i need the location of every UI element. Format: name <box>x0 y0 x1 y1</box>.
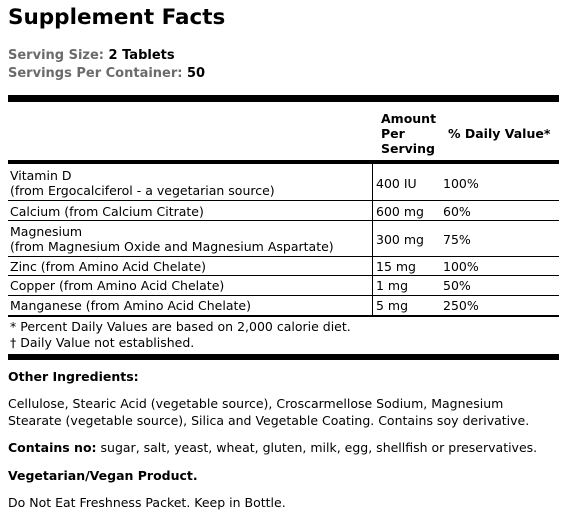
amount-header-line2: Per <box>381 126 405 141</box>
row-divider <box>8 256 559 257</box>
servings-label: Servings Per Container: <box>8 66 183 81</box>
servings-per-container <box>8 65 205 82</box>
nutrient-amount: 5 mg <box>376 298 409 313</box>
amount-header <box>381 111 436 156</box>
nutrient-dv: 50% <box>443 278 471 293</box>
serving-size <box>8 47 175 64</box>
nutrient-amount: 400 IU <box>376 176 417 191</box>
nutrient-name: Magnesium <box>10 224 83 239</box>
contains-no-text: sugar, salt, yeast, wheat, gluten, milk, egg, shellfish or preservatives. <box>96 440 538 455</box>
row-divider <box>8 295 559 296</box>
row-divider <box>8 200 559 201</box>
top-thick-rule <box>8 95 559 102</box>
nutrient-dv: 100% <box>443 259 479 274</box>
contains-no <box>8 439 560 456</box>
column-divider <box>372 164 373 316</box>
nutrient-name: Vitamin D <box>10 168 72 183</box>
nutrient-dv: 100% <box>443 176 479 191</box>
footnote-rule <box>8 315 559 317</box>
nutrient-amount: 15 mg <box>376 259 416 274</box>
nutrient-name: Zinc (from Amino Acid Chelate) <box>10 259 207 274</box>
footnote-percent: * Percent Daily Values are based on 2,000 calorie diet. <box>10 319 351 334</box>
nutrient-name: Copper (from Amino Acid Chelate) <box>10 278 225 293</box>
contains-no-label: Contains no: <box>8 440 97 455</box>
other-ingredients-line2: Stearate (vegetable source), Silica and Vegetable Coating. Contains soy derivative. <box>8 413 530 428</box>
serving-size-label: Serving Size: <box>8 48 105 63</box>
nutrient-dv: 75% <box>443 232 471 247</box>
nutrient-dv: 60% <box>443 204 471 219</box>
row-divider <box>8 220 559 221</box>
nutrient-name: Calcium (from Calcium Citrate) <box>10 204 204 219</box>
nutrient-name: Manganese (from Amino Acid Chelate) <box>10 298 251 313</box>
page-title: Supplement Facts <box>8 5 226 30</box>
header-rule <box>8 160 559 164</box>
footnote-dagger: † Daily Value not established. <box>10 335 195 350</box>
amount-header-line1: Amount <box>381 111 437 126</box>
vegan-statement: Vegetarian/Vegan Product. <box>8 468 198 483</box>
other-ingredients-heading: Other Ingredients: <box>8 369 139 384</box>
nutrient-dv: 250% <box>443 298 479 313</box>
nutrient-amount: 300 mg <box>376 232 424 247</box>
amount-header-line3: Serving <box>381 141 435 156</box>
daily-value-header: % Daily Value* <box>448 126 551 141</box>
bottom-thick-rule <box>8 354 559 360</box>
other-ingredients-line1: Cellulose, Stearic Acid (vegetable source), Croscarmellose Sodium, Magnesium <box>8 396 504 411</box>
nutrient-source: (from Magnesium Oxide and Magnesium Aspartate) <box>10 239 334 254</box>
servings-value: 50 <box>187 66 206 81</box>
row-divider <box>8 275 559 276</box>
serving-size-value: 2 Tablets <box>108 48 175 63</box>
freshness-warning: Do Not Eat Freshness Packet. Keep in Bottle. <box>8 495 286 510</box>
nutrient-source: (from Ergocalciferol - a vegetarian source) <box>10 183 275 198</box>
nutrient-amount: 1 mg <box>376 278 409 293</box>
nutrient-amount: 600 mg <box>376 204 424 219</box>
